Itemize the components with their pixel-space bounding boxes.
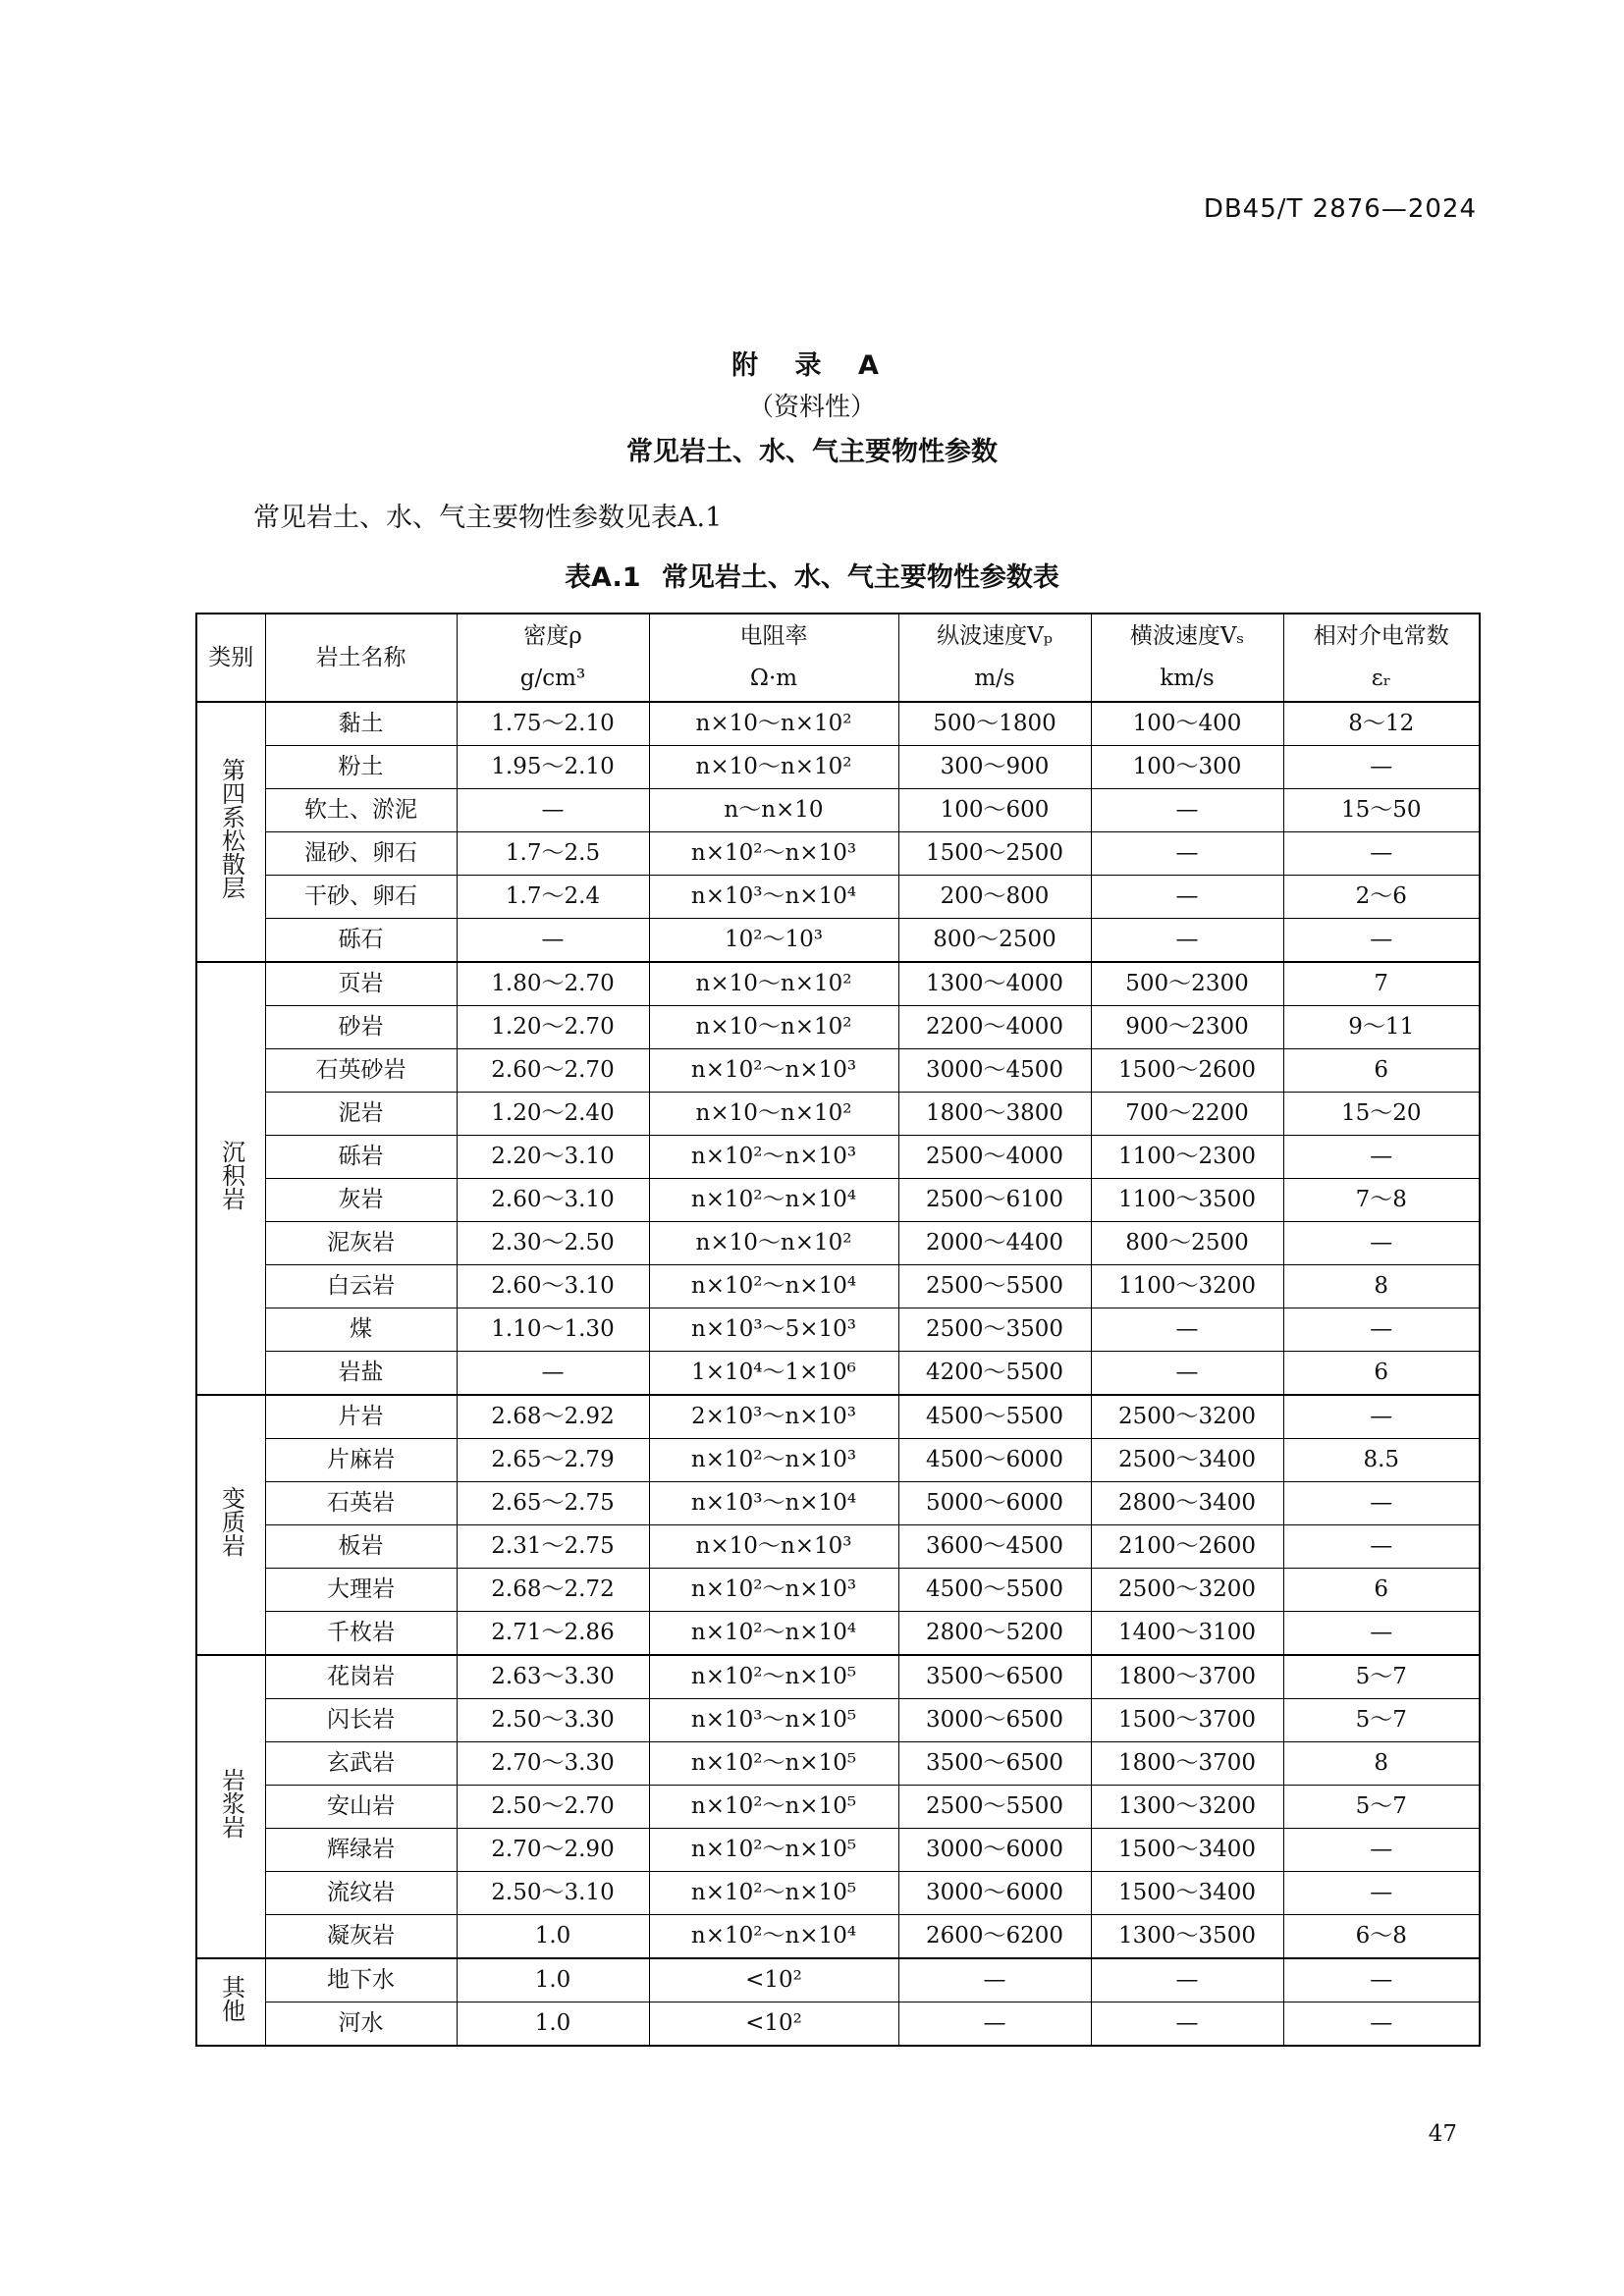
resistivity-cell: n×10²～n×10⁵ bbox=[649, 1786, 898, 1829]
p-wave-cell: 2500～5500 bbox=[898, 1786, 1091, 1829]
p-wave-cell: 200～800 bbox=[898, 876, 1091, 919]
rock-name-cell: 流纹岩 bbox=[265, 1872, 457, 1915]
p-wave-cell: 3500～6500 bbox=[898, 1742, 1091, 1786]
table-title: 常见岩土、水、气主要物性参数表 bbox=[661, 562, 1059, 593]
category-label: 其他 bbox=[217, 1975, 245, 2023]
table-header-row bbox=[196, 614, 1480, 702]
resistivity-cell: n×10²～n×10³ bbox=[649, 1049, 898, 1093]
density-cell: 1.80～2.70 bbox=[457, 962, 649, 1006]
table-row bbox=[196, 1093, 1480, 1136]
rock-name-cell: 凝灰岩 bbox=[265, 1915, 457, 1959]
category-label: 沉积岩 bbox=[217, 1140, 245, 1211]
dielectric-cell: — bbox=[1283, 1525, 1480, 1569]
s-wave-cell: — bbox=[1091, 1958, 1283, 2002]
category-label: 岩浆岩 bbox=[217, 1768, 245, 1840]
dielectric-cell: — bbox=[1283, 746, 1480, 789]
rock-name-cell: 泥灰岩 bbox=[265, 1222, 457, 1265]
rock-name-cell: 砾石 bbox=[265, 919, 457, 963]
p-wave-cell: 2500～6100 bbox=[898, 1179, 1091, 1222]
rock-name-cell: 片麻岩 bbox=[265, 1439, 457, 1482]
s-wave-cell: 1800～3700 bbox=[1091, 1655, 1283, 1699]
s-wave-cell: 2800～3400 bbox=[1091, 1482, 1283, 1525]
rock-name-cell: 煤 bbox=[265, 1308, 457, 1352]
table-group bbox=[196, 1958, 1480, 2046]
dielectric-cell: 6 bbox=[1283, 1049, 1480, 1093]
dielectric-cell: — bbox=[1283, 2002, 1480, 2047]
resistivity-cell: n×10～n×10² bbox=[649, 1222, 898, 1265]
p-wave-cell: 4200～5500 bbox=[898, 1352, 1091, 1396]
table-row bbox=[196, 1612, 1480, 1656]
table-row bbox=[196, 1742, 1480, 1786]
table-row bbox=[196, 1829, 1480, 1872]
p-wave-cell: 2200～4000 bbox=[898, 1006, 1091, 1049]
dielectric-cell: 7～8 bbox=[1283, 1179, 1480, 1222]
resistivity-cell: n×10～n×10² bbox=[649, 962, 898, 1006]
density-cell: 2.60～3.10 bbox=[457, 1265, 649, 1308]
density-cell: 2.68～2.72 bbox=[457, 1569, 649, 1612]
rock-name-cell: 片岩 bbox=[265, 1395, 457, 1439]
header-density: 密度ρ g/cm³ bbox=[457, 614, 649, 702]
p-wave-cell: 2800～5200 bbox=[898, 1612, 1091, 1656]
resistivity-cell: 10²～10³ bbox=[649, 919, 898, 963]
density-cell: — bbox=[457, 919, 649, 963]
p-wave-cell: — bbox=[898, 1958, 1091, 2002]
p-wave-cell: 3000～6000 bbox=[898, 1829, 1091, 1872]
appendix-title: 常见岩土、水、气主要物性参数 bbox=[626, 437, 998, 467]
table-row bbox=[196, 1958, 1480, 2002]
s-wave-cell: 1500～3700 bbox=[1091, 1699, 1283, 1742]
intro-paragraph: 常见岩土、水、气主要物性参数见表A.1 bbox=[253, 503, 723, 533]
rock-name-cell: 石英砂岩 bbox=[265, 1049, 457, 1093]
resistivity-cell: n×10²～n×10³ bbox=[649, 1569, 898, 1612]
s-wave-cell: — bbox=[1091, 876, 1283, 919]
table-row bbox=[196, 1482, 1480, 1525]
resistivity-cell: n×10²～n×10³ bbox=[649, 832, 898, 876]
dielectric-cell: 8.5 bbox=[1283, 1439, 1480, 1482]
density-cell: 1.20～2.40 bbox=[457, 1093, 649, 1136]
dielectric-cell: — bbox=[1283, 1612, 1480, 1656]
s-wave-cell: 1400～3100 bbox=[1091, 1612, 1283, 1656]
standard-code: DB45/T 2876—2024 bbox=[1203, 194, 1477, 224]
resistivity-cell: n×10²～n×10⁴ bbox=[649, 1179, 898, 1222]
p-wave-cell: 500～1800 bbox=[898, 702, 1091, 746]
dielectric-cell: — bbox=[1283, 832, 1480, 876]
category-label: 第四系松散层 bbox=[217, 758, 245, 900]
resistivity-cell: n～n×10 bbox=[649, 789, 898, 832]
rock-name-cell: 岩盐 bbox=[265, 1352, 457, 1396]
table-row bbox=[196, 1395, 1480, 1439]
p-wave-cell: 3000～6500 bbox=[898, 1699, 1091, 1742]
density-cell: 2.20～3.10 bbox=[457, 1136, 649, 1179]
resistivity-cell: n×10～n×10² bbox=[649, 1093, 898, 1136]
dielectric-cell: 5～7 bbox=[1283, 1786, 1480, 1829]
table-row bbox=[196, 1006, 1480, 1049]
p-wave-cell: 3000～4500 bbox=[898, 1049, 1091, 1093]
density-cell: 1.0 bbox=[457, 1958, 649, 2002]
table-row bbox=[196, 832, 1480, 876]
rock-name-cell: 页岩 bbox=[265, 962, 457, 1006]
table-row bbox=[196, 746, 1480, 789]
s-wave-cell: 100～300 bbox=[1091, 746, 1283, 789]
p-wave-cell: 2500～5500 bbox=[898, 1265, 1091, 1308]
category-cell bbox=[196, 1655, 265, 1958]
dielectric-cell: 8～12 bbox=[1283, 702, 1480, 746]
dielectric-cell: — bbox=[1283, 919, 1480, 963]
density-cell: 2.65～2.79 bbox=[457, 1439, 649, 1482]
density-cell: 1.75～2.10 bbox=[457, 702, 649, 746]
dielectric-cell: — bbox=[1283, 1308, 1480, 1352]
category-cell bbox=[196, 962, 265, 1395]
resistivity-cell: n×10²～n×10⁴ bbox=[649, 1265, 898, 1308]
p-wave-cell: 1500～2500 bbox=[898, 832, 1091, 876]
category-cell bbox=[196, 1958, 265, 2046]
s-wave-cell: — bbox=[1091, 2002, 1283, 2047]
s-wave-cell: 700～2200 bbox=[1091, 1093, 1283, 1136]
resistivity-cell: n×10²～n×10⁵ bbox=[649, 1742, 898, 1786]
rock-name-cell: 砾岩 bbox=[265, 1136, 457, 1179]
dielectric-cell: — bbox=[1283, 1136, 1480, 1179]
resistivity-cell: n×10～n×10³ bbox=[649, 1525, 898, 1569]
density-cell: 2.60～3.10 bbox=[457, 1179, 649, 1222]
density-cell: 2.65～2.75 bbox=[457, 1482, 649, 1525]
resistivity-cell: n×10³～n×10⁴ bbox=[649, 876, 898, 919]
density-cell: 2.70～3.30 bbox=[457, 1742, 649, 1786]
table-row bbox=[196, 1222, 1480, 1265]
table-row bbox=[196, 1699, 1480, 1742]
rock-name-cell: 河水 bbox=[265, 2002, 457, 2047]
rock-name-cell: 千枚岩 bbox=[265, 1612, 457, 1656]
table-row bbox=[196, 1915, 1480, 1959]
table-row bbox=[196, 1049, 1480, 1093]
resistivity-cell: 1×10⁴～1×10⁶ bbox=[649, 1352, 898, 1396]
resistivity-cell: n×10²～n×10³ bbox=[649, 1439, 898, 1482]
table-row bbox=[196, 1308, 1480, 1352]
s-wave-cell: 500～2300 bbox=[1091, 962, 1283, 1006]
category-cell bbox=[196, 1395, 265, 1655]
density-cell: 2.50～2.70 bbox=[457, 1786, 649, 1829]
density-cell: 2.68～2.92 bbox=[457, 1395, 649, 1439]
rock-name-cell: 安山岩 bbox=[265, 1786, 457, 1829]
dielectric-cell: 5～7 bbox=[1283, 1699, 1480, 1742]
table-row bbox=[196, 1525, 1480, 1569]
resistivity-cell: <10² bbox=[649, 1958, 898, 2002]
dielectric-cell: 6 bbox=[1283, 1569, 1480, 1612]
s-wave-cell: — bbox=[1091, 789, 1283, 832]
s-wave-cell: 900～2300 bbox=[1091, 1006, 1283, 1049]
density-cell: 2.70～2.90 bbox=[457, 1829, 649, 1872]
resistivity-cell: n×10～n×10² bbox=[649, 1006, 898, 1049]
s-wave-cell: — bbox=[1091, 832, 1283, 876]
p-wave-cell: 3500～6500 bbox=[898, 1655, 1091, 1699]
dielectric-cell: 2～6 bbox=[1283, 876, 1480, 919]
p-wave-cell: 2500～3500 bbox=[898, 1308, 1091, 1352]
rock-name-cell: 白云岩 bbox=[265, 1265, 457, 1308]
table-group bbox=[196, 962, 1480, 1395]
dielectric-cell: 6 bbox=[1283, 1352, 1480, 1396]
rock-name-cell: 玄武岩 bbox=[265, 1742, 457, 1786]
s-wave-cell: 1500～3400 bbox=[1091, 1872, 1283, 1915]
table-group bbox=[196, 702, 1480, 962]
p-wave-cell: 2600～6200 bbox=[898, 1915, 1091, 1959]
s-wave-cell: 2500～3400 bbox=[1091, 1439, 1283, 1482]
rock-name-cell: 地下水 bbox=[265, 1958, 457, 2002]
density-cell: 2.31～2.75 bbox=[457, 1525, 649, 1569]
density-cell: 2.30～2.50 bbox=[457, 1222, 649, 1265]
density-cell: 1.20～2.70 bbox=[457, 1006, 649, 1049]
dielectric-cell: 15～50 bbox=[1283, 789, 1480, 832]
rock-name-cell: 石英岩 bbox=[265, 1482, 457, 1525]
s-wave-cell: — bbox=[1091, 1352, 1283, 1396]
table-row bbox=[196, 2002, 1480, 2047]
header-name: 岩土名称 bbox=[265, 614, 457, 702]
resistivity-cell: 2×10³～n×10³ bbox=[649, 1395, 898, 1439]
p-wave-cell: 3000～6000 bbox=[898, 1872, 1091, 1915]
p-wave-cell: — bbox=[898, 2002, 1091, 2047]
p-wave-cell: 4500～5500 bbox=[898, 1395, 1091, 1439]
table-row bbox=[196, 1569, 1480, 1612]
s-wave-cell: 100～400 bbox=[1091, 702, 1283, 746]
density-cell: 1.95～2.10 bbox=[457, 746, 649, 789]
rock-name-cell: 闪长岩 bbox=[265, 1699, 457, 1742]
density-cell: 1.7～2.5 bbox=[457, 832, 649, 876]
dielectric-cell: — bbox=[1283, 1222, 1480, 1265]
s-wave-cell: 1300～3500 bbox=[1091, 1915, 1283, 1959]
table-row bbox=[196, 702, 1480, 746]
density-cell: 1.0 bbox=[457, 1915, 649, 1959]
p-wave-cell: 4500～6000 bbox=[898, 1439, 1091, 1482]
table-row bbox=[196, 1136, 1480, 1179]
s-wave-cell: — bbox=[1091, 1308, 1283, 1352]
p-wave-cell: 800～2500 bbox=[898, 919, 1091, 963]
resistivity-cell: n×10～n×10² bbox=[649, 746, 898, 789]
table-row bbox=[196, 1655, 1480, 1699]
table-row bbox=[196, 1872, 1480, 1915]
s-wave-cell: 1100～3500 bbox=[1091, 1179, 1283, 1222]
s-wave-cell: — bbox=[1091, 919, 1283, 963]
p-wave-cell: 300～900 bbox=[898, 746, 1091, 789]
resistivity-cell: n×10³～n×10⁴ bbox=[649, 1482, 898, 1525]
rock-name-cell: 软土、淤泥 bbox=[265, 789, 457, 832]
resistivity-cell: n×10²～n×10⁵ bbox=[649, 1655, 898, 1699]
p-wave-cell: 5000～6000 bbox=[898, 1482, 1091, 1525]
table-caption bbox=[0, 556, 1624, 594]
appendix-label: 附 录 A bbox=[731, 350, 893, 381]
table-row bbox=[196, 1265, 1480, 1308]
s-wave-cell: 1300～3200 bbox=[1091, 1786, 1283, 1829]
p-wave-cell: 1800～3800 bbox=[898, 1093, 1091, 1136]
dielectric-cell: — bbox=[1283, 1872, 1480, 1915]
density-cell: 2.71～2.86 bbox=[457, 1612, 649, 1656]
rock-name-cell: 辉绿岩 bbox=[265, 1829, 457, 1872]
dielectric-cell: 15～20 bbox=[1283, 1093, 1480, 1136]
resistivity-cell: n×10³～n×10⁵ bbox=[649, 1699, 898, 1742]
resistivity-cell: n×10²～n×10⁴ bbox=[649, 1915, 898, 1959]
s-wave-cell: 1100～3200 bbox=[1091, 1265, 1283, 1308]
page-number: 47 bbox=[1428, 2121, 1457, 2147]
dielectric-cell: — bbox=[1283, 1829, 1480, 1872]
s-wave-cell: 1500～3400 bbox=[1091, 1829, 1283, 1872]
table-row bbox=[196, 1439, 1480, 1482]
p-wave-cell: 1300～4000 bbox=[898, 962, 1091, 1006]
header-resistivity: 电阻率 Ω·m bbox=[649, 614, 898, 702]
resistivity-cell: n×10²～n×10⁴ bbox=[649, 1612, 898, 1656]
table-row bbox=[196, 919, 1480, 963]
p-wave-cell: 100～600 bbox=[898, 789, 1091, 832]
rock-name-cell: 干砂、卵石 bbox=[265, 876, 457, 919]
table-row bbox=[196, 1352, 1480, 1396]
table-row bbox=[196, 1179, 1480, 1222]
s-wave-cell: 2500～3200 bbox=[1091, 1569, 1283, 1612]
category-label: 变质岩 bbox=[217, 1486, 245, 1558]
density-cell: — bbox=[457, 1352, 649, 1396]
density-cell: — bbox=[457, 789, 649, 832]
rock-name-cell: 湿砂、卵石 bbox=[265, 832, 457, 876]
dielectric-cell: — bbox=[1283, 1482, 1480, 1525]
appendix-nature: （资料性） bbox=[747, 393, 876, 422]
s-wave-cell: 2500～3200 bbox=[1091, 1395, 1283, 1439]
s-wave-cell: 2100～2600 bbox=[1091, 1525, 1283, 1569]
resistivity-cell: n×10²～n×10³ bbox=[649, 1136, 898, 1179]
dielectric-cell: — bbox=[1283, 1395, 1480, 1439]
resistivity-cell: n×10²～n×10⁵ bbox=[649, 1872, 898, 1915]
category-cell bbox=[196, 702, 265, 962]
s-wave-cell: 1500～2600 bbox=[1091, 1049, 1283, 1093]
dielectric-cell: — bbox=[1283, 1958, 1480, 2002]
rock-name-cell: 花岗岩 bbox=[265, 1655, 457, 1699]
dielectric-cell: 8 bbox=[1283, 1742, 1480, 1786]
dielectric-cell: 6～8 bbox=[1283, 1915, 1480, 1959]
resistivity-cell: <10² bbox=[649, 2002, 898, 2047]
rock-name-cell: 灰岩 bbox=[265, 1179, 457, 1222]
s-wave-cell: 1100～2300 bbox=[1091, 1136, 1283, 1179]
density-cell: 1.0 bbox=[457, 2002, 649, 2047]
s-wave-cell: 1800～3700 bbox=[1091, 1742, 1283, 1786]
table-group bbox=[196, 1395, 1480, 1655]
density-cell: 2.60～2.70 bbox=[457, 1049, 649, 1093]
table-number: 表A.1 bbox=[565, 562, 641, 593]
density-cell: 2.50～3.10 bbox=[457, 1872, 649, 1915]
density-cell: 1.10～1.30 bbox=[457, 1308, 649, 1352]
rock-name-cell: 黏土 bbox=[265, 702, 457, 746]
table-row bbox=[196, 962, 1480, 1006]
rock-name-cell: 大理岩 bbox=[265, 1569, 457, 1612]
table-row bbox=[196, 789, 1480, 832]
s-wave-cell: 800～2500 bbox=[1091, 1222, 1283, 1265]
p-wave-cell: 4500～5500 bbox=[898, 1569, 1091, 1612]
header-category: 类别 bbox=[196, 614, 265, 702]
density-cell: 2.50～3.30 bbox=[457, 1699, 649, 1742]
rock-name-cell: 粉土 bbox=[265, 746, 457, 789]
rock-name-cell: 板岩 bbox=[265, 1525, 457, 1569]
p-wave-cell: 3600～4500 bbox=[898, 1525, 1091, 1569]
p-wave-cell: 2000～4400 bbox=[898, 1222, 1091, 1265]
dielectric-cell: 5～7 bbox=[1283, 1655, 1480, 1699]
header-s-wave: 横波速度Vₛ km/s bbox=[1091, 614, 1283, 702]
p-wave-cell: 2500～4000 bbox=[898, 1136, 1091, 1179]
header-p-wave: 纵波速度Vₚ m/s bbox=[898, 614, 1091, 702]
resistivity-cell: n×10²～n×10⁵ bbox=[649, 1829, 898, 1872]
header-dielectric: 相对介电常数 εᵣ bbox=[1283, 614, 1480, 702]
table-row bbox=[196, 876, 1480, 919]
rock-name-cell: 泥岩 bbox=[265, 1093, 457, 1136]
density-cell: 2.63～3.30 bbox=[457, 1655, 649, 1699]
table-group bbox=[196, 1655, 1480, 1958]
dielectric-cell: 9～11 bbox=[1283, 1006, 1480, 1049]
dielectric-cell: 7 bbox=[1283, 962, 1480, 1006]
table-row bbox=[196, 1786, 1480, 1829]
parameters-table bbox=[195, 613, 1481, 2047]
dielectric-cell: 8 bbox=[1283, 1265, 1480, 1308]
rock-name-cell: 砂岩 bbox=[265, 1006, 457, 1049]
resistivity-cell: n×10～n×10² bbox=[649, 702, 898, 746]
resistivity-cell: n×10³～5×10³ bbox=[649, 1308, 898, 1352]
density-cell: 1.7～2.4 bbox=[457, 876, 649, 919]
